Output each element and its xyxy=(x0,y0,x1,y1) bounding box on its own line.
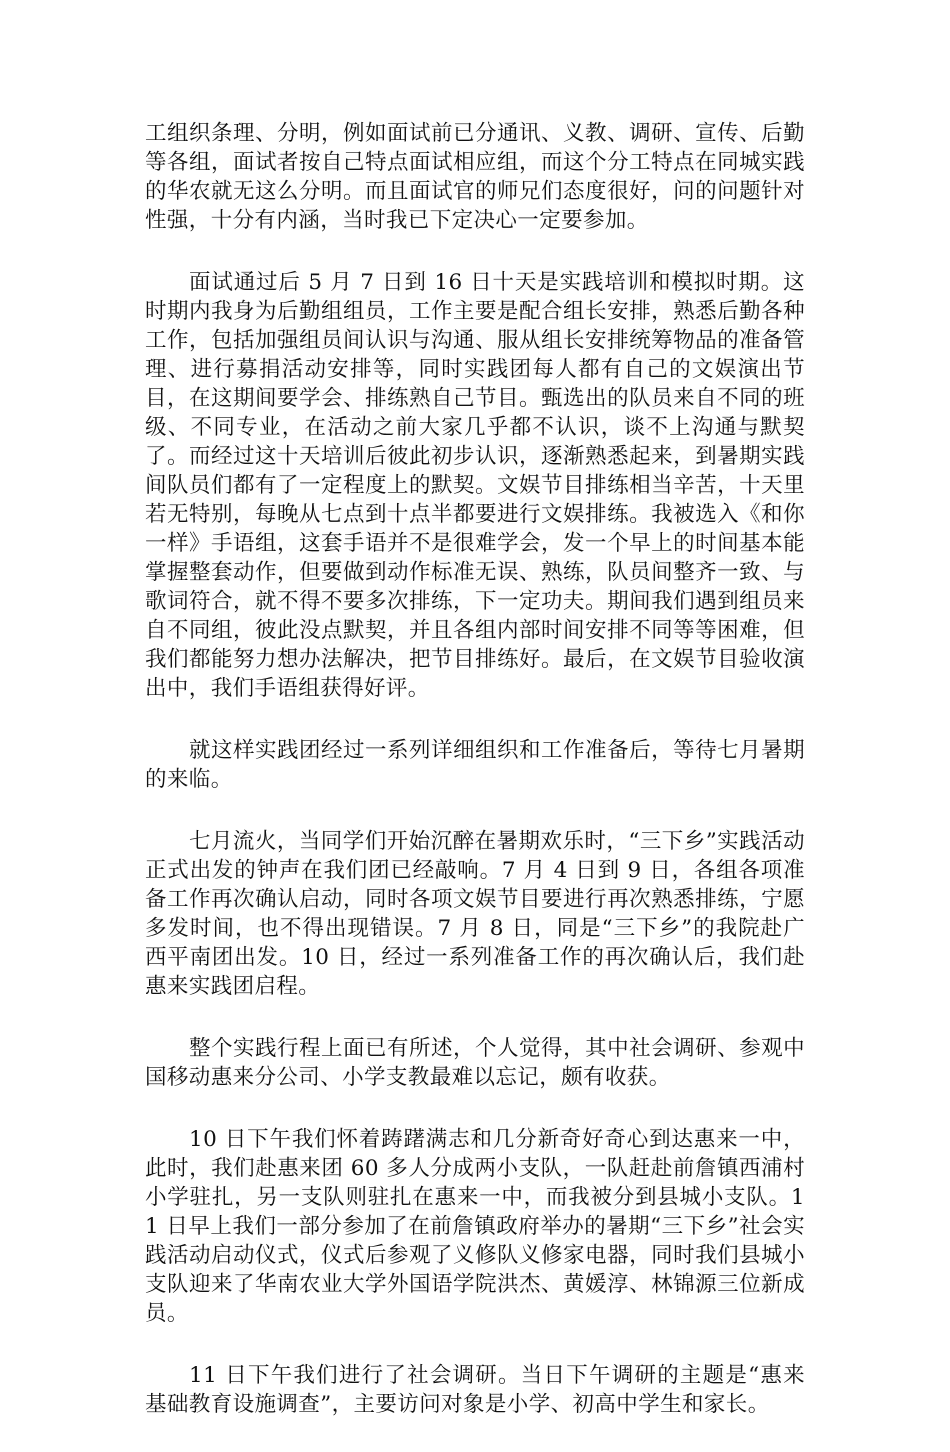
paragraph-5: 整个实践行程上面已有所述，个人觉得，其中社会调研、参观中国移动惠来分公司、小学支教最难以忘记，颇有收获。 xyxy=(145,1036,805,1090)
paragraph-6: 10 日下午我们怀着踌躇满志和几分新奇好奇心到达惠来一中，此时，我们赴惠来团 60 多人分成两小支队，一队赶赴前詹镇西浦村小学驻扎，另一支队则驻扎在惠来一中，而我被分到县城小支队。11 日早上我们一部分参加了在前詹镇政府举办的暑期“三下乡”社会实践活动启动仪式，仪式后参观了义修队义修家电器，同时我们县城小支队迎来了华南农业大学外国语学院洪杰、黄媛淳、林锦源三位新成员。 xyxy=(145,1127,805,1326)
paragraph-4: 七月流火，当同学们开始沉醉在暑期欢乐时，“三下乡”实践活动正式出发的钟声在我们团已经敲响。7 月 4 日到 9 日，各组各项准备工作再次确认启动，同时各项文娱节目要进行再次熟悉排练，宁愿多发时间，也不得出现错误。7 月 8 日，同是“三下乡”的我院赴广西平南团出发。10 日，经过一系列准备工作的再次确认后，我们赴惠来实践团启程。 xyxy=(145,829,805,999)
paragraph-1: 工组织条理、分明，例如面试前已分通讯、义教、调研、宣传、后勤等各组，面试者按自己特点面试相应组，而这个分工特点在同城实践的华农就无这么分明。而且面试官的师兄们态度很好，问的问题针对性强，十分有内涵，当时我已下定决心一定要参加。 xyxy=(145,121,805,233)
paragraph-3: 就这样实践团经过一系列详细组织和工作准备后，等待七月暑期的来临。 xyxy=(145,738,805,792)
paragraph-7: 11 日下午我们进行了社会调研。当日下午调研的主题是“惠来基础教育设施调查”，主要访问对象是小学、初高中学生和家长。 xyxy=(145,1363,805,1417)
paragraph-2: 面试通过后 5 月 7 日到 16 日十天是实践培训和模拟时期。这时期内我身为后勤组组员，工作主要是配合组长安排，熟悉后勤各种工作，包括加强组员间认识与沟通、服从组长安排统筹物品的准备管理、进行募捐活动安排等，同时实践团每人都有自己的文娱演出节目，在这期间要学会、排练熟自己节目。甄选出的队员来自不同的班级、不同专业，在活动之前大家几乎都不认识，谈不上沟通与默契了。而经过这十天培训后彼此初步认识，逐渐熟悉起来，到暑期实践间队员们都有了一定程度上的默契。文娱节目排练相当辛苦，十天里若无特别，每晚从七点到十点半都要进行文娱排练。我被选入《和你一样》手语组，这套手语并不是很难学会，发一个早上的时间基本能掌握整套动作，但要做到动作标准无误、熟练，队员间整齐一致、与歌词符合，就不得不要多次排练，下一定功夫。期间我们遇到组员来自不同组，彼此没点默契，并且各组内部时间安排不同等等困难，但我们都能努力想办法解决，把节目排练好。最后，在文娱节目验收演出中，我们手语组获得好评。 xyxy=(145,270,805,701)
document-body xyxy=(145,119,805,1452)
